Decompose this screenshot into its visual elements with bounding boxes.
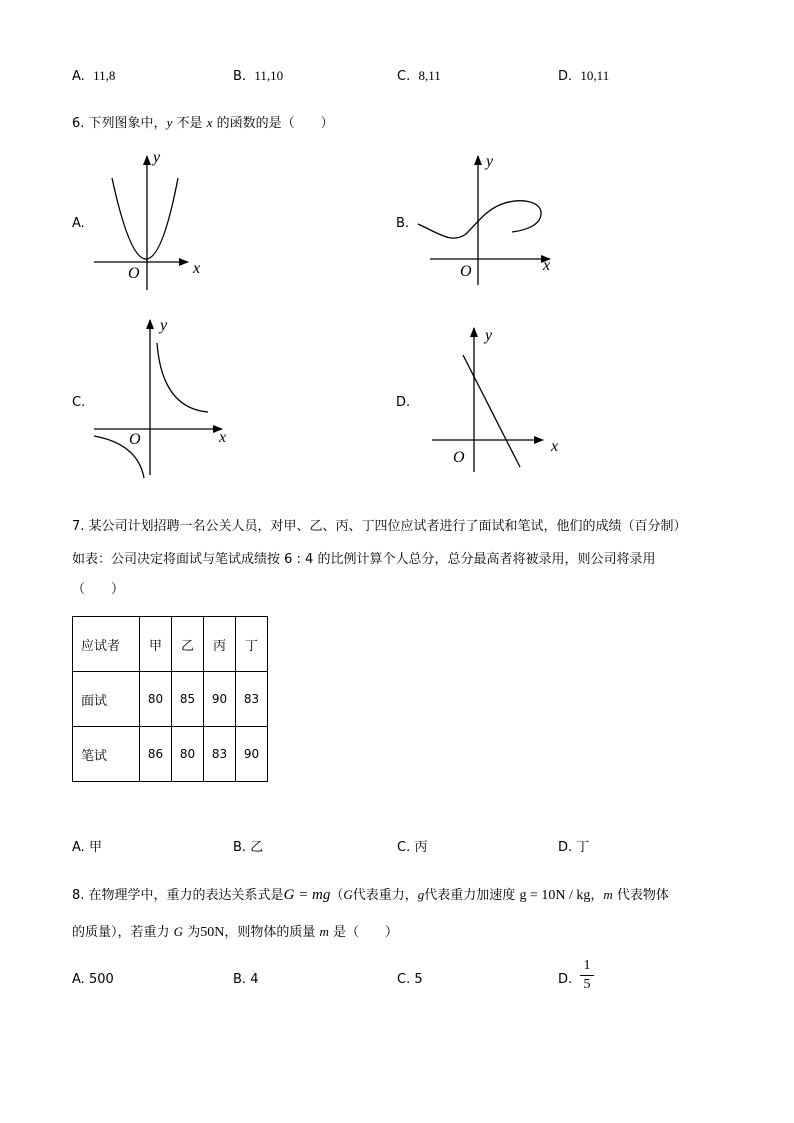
table-cell: 90: [204, 672, 236, 727]
q7-option-b[interactable]: B. 乙: [233, 840, 264, 855]
graph-c[interactable]: [94, 317, 226, 478]
table-cell: 83: [236, 672, 268, 727]
table-row: [73, 672, 268, 727]
q7-stem-line3: （ ）: [72, 582, 125, 597]
table-row-label: 面试: [73, 672, 140, 727]
table-row-label: 笔试: [73, 727, 140, 782]
q7-stem-line1: 7. 某公司计划招聘一名公关人员，对甲、乙、丙、丁四位应试者进行了面试和笔试，他们的成绩（百分制）: [72, 519, 687, 534]
q6-option-b-label[interactable]: B.: [396, 216, 410, 231]
graph-c-origin: O: [129, 431, 141, 448]
fraction-bar: [580, 975, 594, 976]
table-header-cell: 乙: [172, 617, 204, 672]
graph-c-y-label: y: [160, 317, 168, 334]
q8-stem-line2: 的质量），若重力 G 为50N，则物体的质量 m 是（ ）: [72, 924, 399, 940]
q7-stem-line2: 如表：公司决定将面试与笔试成绩按 6 : 4 的比例计算个人总分，总分最高者将被录用，则公司将录用: [72, 552, 656, 567]
table-row: [73, 727, 268, 782]
table-header-cell: 甲: [140, 617, 172, 672]
table-cell: 80: [172, 727, 204, 782]
table-cell: 83: [204, 727, 236, 782]
table-header-cell: 丙: [204, 617, 236, 672]
graph-d-line: [463, 355, 520, 467]
graph-b-x-label: x: [543, 257, 551, 274]
graph-b-origin: O: [460, 263, 472, 280]
q7-option-a[interactable]: A. 甲: [72, 840, 102, 855]
graph-b-y-label: y: [486, 153, 494, 170]
q8-option-b[interactable]: B. 4: [233, 972, 259, 987]
q6-option-d-label[interactable]: D.: [396, 395, 411, 410]
table-cell: 85: [172, 672, 204, 727]
q6-option-a-label[interactable]: A.: [72, 216, 85, 231]
q5-option-c[interactable]: C. 8,11: [397, 68, 441, 84]
q5-option-a[interactable]: A. 11,8: [72, 68, 116, 84]
table-cell: 80: [140, 672, 172, 727]
q7-option-d[interactable]: D. 丁: [558, 840, 590, 855]
q6-stem: 6. 下列图象中，y 不是 x 的函数的是（ ）: [72, 115, 334, 131]
graph-a[interactable]: [94, 149, 200, 290]
table-cell: 90: [236, 727, 268, 782]
q8-stem-line1: 8. 在物理学中，重力的表达关系式是G = mg（G代表重力，g代表重力加速度 g = 10N / kg，m 代表物体: [72, 887, 669, 903]
q8-option-d-fraction[interactable]: [580, 958, 594, 993]
q8-option-d[interactable]: D.: [558, 972, 573, 987]
q6-option-c-label[interactable]: C.: [72, 395, 86, 410]
graph-a-origin: O: [128, 265, 140, 282]
q7-score-table: [72, 616, 268, 782]
graph-b-curve: [418, 201, 541, 238]
graph-d-y-label: y: [485, 327, 493, 344]
table-cell: 86: [140, 727, 172, 782]
q8-option-c[interactable]: C. 5: [397, 972, 423, 987]
graph-b[interactable]: [418, 153, 550, 285]
table-header-cell: 应试者: [73, 617, 140, 672]
q5-option-b[interactable]: B. 11,10: [233, 68, 284, 84]
fraction-numerator: 1: [583, 958, 591, 973]
graph-c-branch-1: [157, 343, 208, 412]
graph-a-x-label: x: [193, 260, 201, 277]
q5-option-d[interactable]: D. 10,11: [558, 68, 610, 84]
graph-d-origin: O: [453, 449, 465, 466]
graph-d[interactable]: [432, 327, 558, 472]
fraction-denominator: 5: [583, 977, 591, 992]
table-header-row: [73, 617, 268, 672]
q8-option-a[interactable]: A. 500: [72, 972, 114, 987]
graph-c-x-label: x: [219, 429, 227, 446]
graph-a-y-label: y: [153, 149, 161, 166]
graph-a-parabola: [112, 178, 178, 259]
graph-d-x-label: x: [551, 438, 559, 455]
q7-option-c[interactable]: C. 丙: [397, 840, 428, 855]
table-header-cell: 丁: [236, 617, 268, 672]
